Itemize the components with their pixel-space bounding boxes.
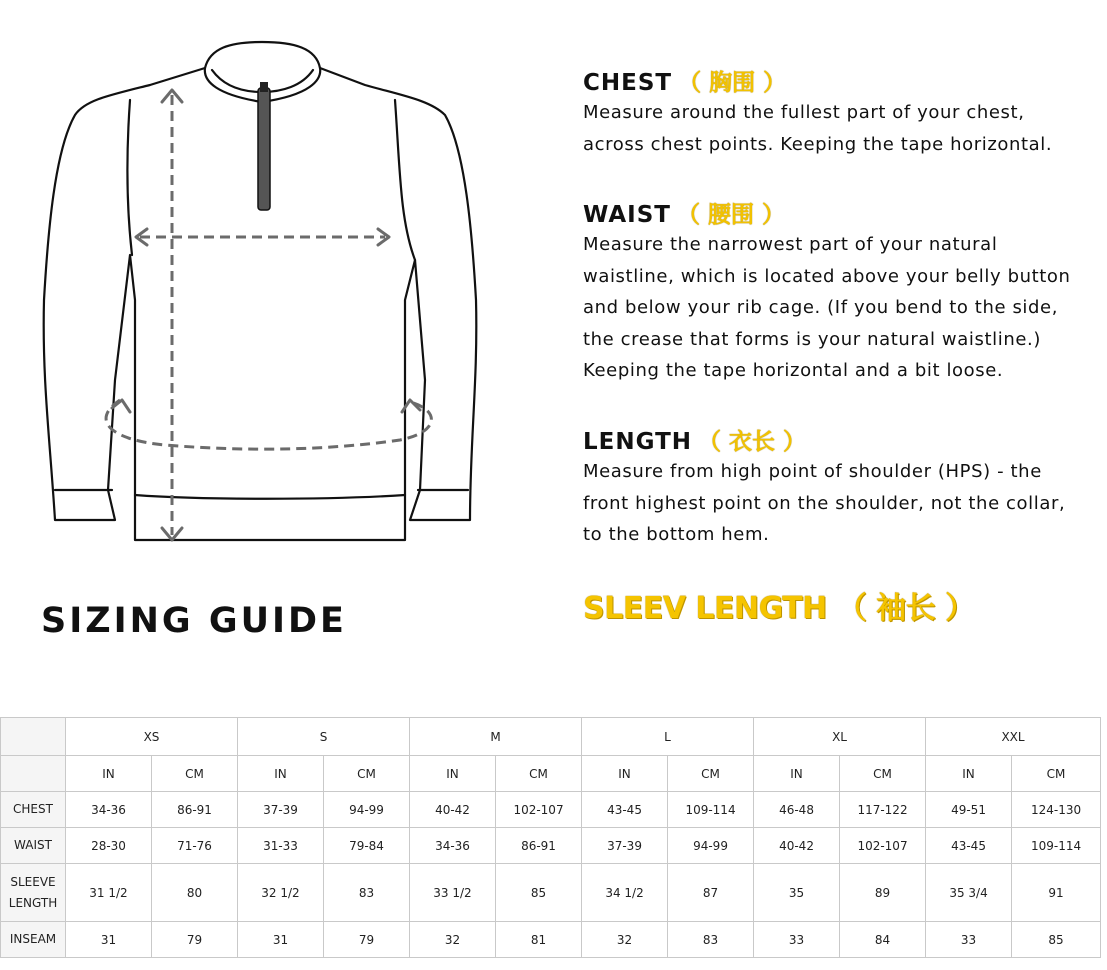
table-cell: 102-107 bbox=[840, 828, 926, 864]
unit-header-row bbox=[1, 756, 1101, 792]
table-cell: 85 bbox=[496, 864, 582, 922]
table-cell: 86-91 bbox=[152, 792, 238, 828]
table-cell: 94-99 bbox=[668, 828, 754, 864]
table-cell: 28-30 bbox=[66, 828, 152, 864]
table-row-chest bbox=[1, 792, 1101, 828]
table-row-waist bbox=[1, 828, 1101, 864]
size-header-cell: S bbox=[238, 718, 410, 756]
waist-heading bbox=[583, 196, 785, 229]
length-description bbox=[583, 456, 1065, 551]
table-cell: 33 bbox=[754, 922, 840, 958]
table-cell: 71-76 bbox=[152, 828, 238, 864]
size-header-cell: XL bbox=[754, 718, 926, 756]
chest-heading bbox=[583, 64, 786, 97]
table-cell: 83 bbox=[668, 922, 754, 958]
table-row-sleeve-length bbox=[1, 864, 1101, 922]
table-cell: 83 bbox=[324, 864, 410, 922]
table-cell: 81 bbox=[496, 922, 582, 958]
corner-cell bbox=[1, 718, 66, 756]
row-label: INSEAM bbox=[1, 922, 66, 958]
table-cell: 117-122 bbox=[840, 792, 926, 828]
table-cell: 109-114 bbox=[668, 792, 754, 828]
sleeve-length-heading: SLEEV LENGTH （ 袖长 ） bbox=[583, 591, 975, 626]
size-header-cell: XS bbox=[66, 718, 238, 756]
unit-cell: CM bbox=[324, 756, 410, 792]
table-cell: 43-45 bbox=[582, 792, 668, 828]
waist-title-cjk: （ 腰围 ） bbox=[676, 202, 785, 228]
row-label: CHEST bbox=[1, 792, 66, 828]
unit-cell: CM bbox=[496, 756, 582, 792]
length-line: front highest point on the shoulder, not the collar, bbox=[583, 492, 1066, 514]
length-heading bbox=[583, 423, 806, 456]
table-cell: 33 1/2 bbox=[410, 864, 496, 922]
table-cell: 87 bbox=[668, 864, 754, 922]
sweater-illustration bbox=[30, 30, 480, 550]
table-cell: 35 bbox=[754, 864, 840, 922]
table-cell: 91 bbox=[1012, 864, 1101, 922]
size-header-cell: L bbox=[582, 718, 754, 756]
length-line: Measure from high point of shoulder (HPS) - the bbox=[583, 461, 1042, 482]
row-label: SLEEVE LENGTH bbox=[1, 864, 66, 922]
table-cell: 80 bbox=[152, 864, 238, 922]
unit-cell: CM bbox=[1012, 756, 1101, 792]
size-chart-table bbox=[0, 717, 1101, 958]
length-title: LENGTH bbox=[583, 429, 693, 455]
table-cell: 37-39 bbox=[582, 828, 668, 864]
unit-cell: CM bbox=[840, 756, 926, 792]
unit-cell: IN bbox=[582, 756, 668, 792]
table-cell: 37-39 bbox=[238, 792, 324, 828]
table-cell: 34 1/2 bbox=[582, 864, 668, 922]
size-header-row bbox=[1, 718, 1101, 756]
unit-cell: CM bbox=[152, 756, 238, 792]
unit-cell: IN bbox=[410, 756, 496, 792]
chest-line: Measure around the fullest part of your chest, bbox=[583, 102, 1025, 123]
unit-cell: IN bbox=[238, 756, 324, 792]
waist-line: and below your rib cage. (If you bend to the side, bbox=[583, 297, 1059, 319]
table-cell: 34-36 bbox=[66, 792, 152, 828]
table-cell: 43-45 bbox=[926, 828, 1012, 864]
sizing-guide-title: SIZING GUIDE bbox=[41, 601, 347, 641]
table-cell: 31 bbox=[66, 922, 152, 958]
zipper bbox=[258, 82, 270, 210]
table-cell: 89 bbox=[840, 864, 926, 922]
table-cell: 34-36 bbox=[410, 828, 496, 864]
chest-title: CHEST bbox=[583, 70, 673, 96]
table-cell: 35 3/4 bbox=[926, 864, 1012, 922]
waist-guide-line bbox=[106, 400, 431, 449]
chest-description bbox=[583, 97, 1052, 160]
table-cell: 40-42 bbox=[410, 792, 496, 828]
length-title-cjk: （ 衣长 ） bbox=[698, 429, 807, 455]
table-cell: 85 bbox=[1012, 922, 1101, 958]
table-cell: 46-48 bbox=[754, 792, 840, 828]
table-cell: 33 bbox=[926, 922, 1012, 958]
waist-title: WAIST bbox=[583, 202, 671, 228]
chest-title-cjk: （ 胸围 ） bbox=[678, 70, 787, 96]
size-header-cell: XXL bbox=[926, 718, 1101, 756]
table-cell: 109-114 bbox=[1012, 828, 1101, 864]
unit-cell: CM bbox=[668, 756, 754, 792]
table-cell: 32 bbox=[410, 922, 496, 958]
table-cell: 102-107 bbox=[496, 792, 582, 828]
unit-cell: IN bbox=[66, 756, 152, 792]
length-line: to the bottom hem. bbox=[583, 524, 770, 546]
table-cell: 94-99 bbox=[324, 792, 410, 828]
table-cell: 40-42 bbox=[754, 828, 840, 864]
table-cell: 86-91 bbox=[496, 828, 582, 864]
table-cell: 31 bbox=[238, 922, 324, 958]
size-header-cell: M bbox=[410, 718, 582, 756]
table-cell: 79 bbox=[152, 922, 238, 958]
table-cell: 31-33 bbox=[238, 828, 324, 864]
waist-description bbox=[583, 229, 1071, 387]
table-cell: 32 1/2 bbox=[238, 864, 324, 922]
waist-line: waistline, which is located above your belly button bbox=[583, 265, 1071, 287]
chest-line: across chest points. Keeping the tape horizontal. bbox=[583, 133, 1053, 155]
table-cell: 79 bbox=[324, 922, 410, 958]
waist-line: Keeping the tape horizontal and a bit loose. bbox=[583, 360, 1004, 382]
table-cell: 84 bbox=[840, 922, 926, 958]
waistband bbox=[135, 495, 405, 499]
table-cell: 79-84 bbox=[324, 828, 410, 864]
corner-cell bbox=[1, 756, 66, 792]
row-label: WAIST bbox=[1, 828, 66, 864]
unit-cell: IN bbox=[754, 756, 840, 792]
table-cell: 31 1/2 bbox=[66, 864, 152, 922]
table-row-inseam bbox=[1, 922, 1101, 958]
table-cell: 49-51 bbox=[926, 792, 1012, 828]
waist-line: the crease that forms is your natural waistline.) bbox=[583, 328, 1041, 350]
waist-line: Measure the narrowest part of your natural bbox=[583, 234, 998, 255]
table-cell: 32 bbox=[582, 922, 668, 958]
table-cell: 124-130 bbox=[1012, 792, 1101, 828]
unit-cell: IN bbox=[926, 756, 1012, 792]
